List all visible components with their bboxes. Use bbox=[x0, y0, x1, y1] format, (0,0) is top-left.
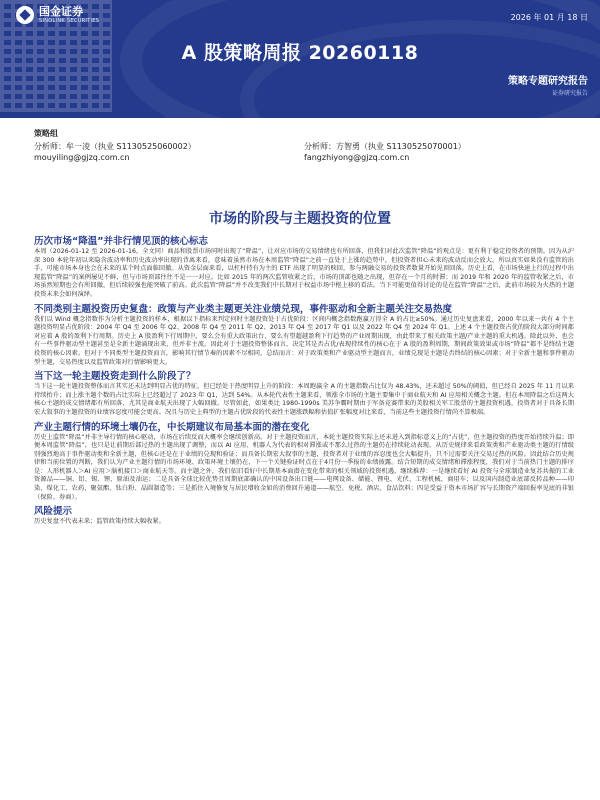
section-paragraph: 本周（2026-01-12 至 2026-01-16，全文同）商品和股票市场同时出现了“降温”，让对应市场的交易情绪也有所回落，但我们对此次监管“降温”的观点是：更有利于稳定投资者的预期。因为从沪深 300 本轮年初以来隐含波动率和历史波动率出现的背离来看，意味着虽然市场在本周监管“降温”之前一直处于上涨的趋势中，但投资者担心未来的波动反而会放大。所以真实如果没有监管的出手，可能市场本身也会在未来的某个时点面临回撤。从资金层面来看，以杠杆持有为主的 ETF 出现了明显的赎回，参与两融交易的投资者数量开始见顶回落。历史上看，在市场快速上行的过程中出现监管“降温”的案例屡见不鲜，但与市场顶部往往不是一一对应。比如 2015 年的两次监管收紧之后，市场的顶部也随之出现，但存在一个月的时滞；而 2019 年和 2020 年的监管收紧之后，市场虽然短期也会有所回撤，但后续较强也能突破了前高。此次监管“降温”并不改变我们中长期对于权益市场中枢上移的看法。当下可能更值得讨论的是在监管“降温”之后，此前市场较为火热的主题投资未来会如何演绎。 bbox=[34, 248, 574, 298]
report-subtype: 证券研究报告 bbox=[551, 90, 588, 97]
company-logo bbox=[16, 6, 99, 24]
risk-heading: 风险提示 bbox=[34, 506, 73, 518]
section-paragraph: 历史上监管“降温”并非主导行情的核心驱动，市场在后续反而大概率会继续创新高。对于主题投资而言，本轮主题投资实际上还未进入到指标意义上的“占优”，但主题投资的热度开始持续升温；即便本周监管“降温”，也只是让前期后部过热的主题出现了调整，而以 AI 应用、机器人为代表的相对滞涨或不那么过热的主题仍在持续轮动表现。从历史规律来看政策类和产业驱动类主题的行情级别强烈地高于事件驱动类和全新主题，但核心还是在于业绩的兑现和验证；而具备长期宏大叙事的主题，投资者对于业绩的容忍度也会大幅提升，只不过需要关注交易过热的风险。因此结合历史规律和当前位置的判断，我们认为产业主题行情的市场环境、政策环境土壤仍在，下一个关键验证时点在于4月份一季报的业绩披露。结合短期的成交情绪和滞涨程度，我们对于当前热门主题的排序是：人形机器人＞AI 应用＞脑机接口＞商业航天等。而主题之外，我们依旧看好中长期基本面潜在变化带来的相关领域的投资机遇，继续推荐：一是继续看好 AI 投资与全球制造业复苏共振的工业资源品——铜、铝、锡、锂、原油及油运；二是具备全球比较优势且周期底部确认的中国设备出口链——电网设备、储能、锂电、光伏、工程机械、商用车；以及国内制造业底部反转品种——印染、煤化工、农药、聚氨酯、钛白粉、晶圆制造等；三是抓住入境修复与居民增收金如的消费回升通道——航空、免税、酒店、食品饮料；四是受益于资本市场扩容与长期资产端回报率见底的非银（保险、券商）。 bbox=[34, 433, 574, 501]
logo-chinese-name: 国金证券 bbox=[39, 5, 83, 18]
section-paragraph: 当下这一轮主题投资整体而言其实还未达到明显占优的特征，但已经处于热度明显上升的阶段：本周跑赢全 A 的主题指数占比仅为 48.43%，还未超过 50%的阈值，但已经自 2025 年 11 月以来持续抬升；而上涨主题个数的占比实际上已经超过了 2023 年 Q1，达到 54%。从本轮代表性主题来看，领涨全市场的主题主要集中于商业航天和 AI 应用相关概念主题。但在本周降温之后这两大核心主题的成交情绪都有所回落，尤其是商业航天出现了大幅回撤。尽管如此，如果类比 1980-1990s 美苏争霸时期由于军备竞赛带来的美股相关军工股票的主题投资机遇，投资者对于具备长期宏大叙事的主题投资的业绩容忍度可能会更高。况且与历史上典型的主题占优阶段的代表性主题涨跌幅和估值扩张幅度对比来看，当前这些主题投资行情尚不算极端。 bbox=[34, 383, 574, 416]
report-header bbox=[0, 0, 600, 118]
section-heading: 不同类别主题投资历史复盘：政策与产业类主题更关注业绩兑现，事件驱动和全新主题关注交易热度 bbox=[34, 303, 453, 315]
analyst-email[interactable]: mouyiling@gjzq.com.cn bbox=[34, 153, 130, 162]
risk-paragraph: 历史复盘不代表未来；监管政策持续大幅收紧。 bbox=[34, 518, 165, 526]
analyst-email[interactable]: fangzhiyong@gjzq.com.cn bbox=[304, 153, 410, 162]
section-heading: 当下这一轮主题投资走到什么阶段了？ bbox=[34, 371, 196, 383]
section-paragraph: 我们以 Wind 概念指数作为分析主题投资的样本，根据以下指标来判定何时主题投资处于占优阶段：区间内概念指数跑赢万得全 A 的占比≥50%。通过历史复盘来看，2000 年以来一共有 4 个主题投资明显占优阶段：2004 年 Q4 至 2006 年 Q2、2008 年 Q4 至 2011 年 Q2、2013 年 Q4 至 2017 年 Q1 以及 2022 年 Q4 至 2024 年 Q1。上述 4 个主题投资占优的阶段大部分时间都对应着 A 股的盈利下行周期。历史上 A 股盈利下行周期中，要么会有重大政策出台，要么有望超越盈利下行趋势的产业周期出现，由此带来了相关政策主题/产业主题的重大机遇。除此以外，也会有一些事件驱动型主题甚至是全新主题涌现出来，但并非主流。因此对于主题投资整体而言，决定其是否占优/表现持续性的核心在于 A 股的盈利周期，期间政策效果或市场“降温”都不是终结主题投资的核心因素。但对于不同类型主题投资而言，影响其行情节奏的因素不尽相同，总结而言：对于政策类和产业驱动型主题而言，业绩兑现是主题是否终结的核心因素；对于全新主题和事件驱动型主题，交易热度以及监管政策对行情影响更大。 bbox=[34, 315, 574, 366]
report-type: 策略专题研究报告 bbox=[508, 76, 588, 87]
authors-block bbox=[34, 128, 574, 163]
section-heading: 产业主题行情的环境土壤仍在，中长期建议布局基本面的潜在变化 bbox=[34, 421, 310, 433]
team-label: 策略组 bbox=[34, 129, 58, 138]
section-heading: 历次市场“降温”并非行情见顶的核心标志 bbox=[34, 236, 208, 247]
section-title: 市场的阶段与主题投资的位置 bbox=[209, 211, 391, 227]
report-date: 2026 年 01 月 18 日 bbox=[510, 13, 588, 22]
logo-english-name: SINOLINK SECURITIES bbox=[39, 18, 100, 24]
report-title: A 股策略周报 20260118 bbox=[181, 42, 419, 64]
analyst-line: 分析师：牟一凌（执业 S1130525060002） bbox=[34, 142, 196, 151]
analyst-line: 分析师：方智勇（执业 S1130525070001） bbox=[304, 142, 466, 151]
logo-icon bbox=[16, 6, 34, 24]
report-body bbox=[34, 232, 574, 527]
